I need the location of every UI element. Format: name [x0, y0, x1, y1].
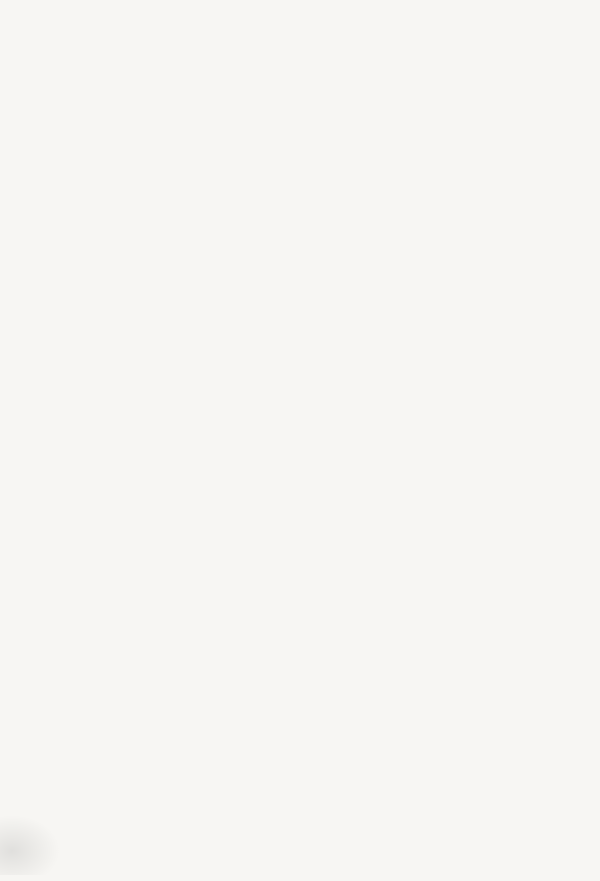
paper-smudge: [0, 815, 60, 875]
